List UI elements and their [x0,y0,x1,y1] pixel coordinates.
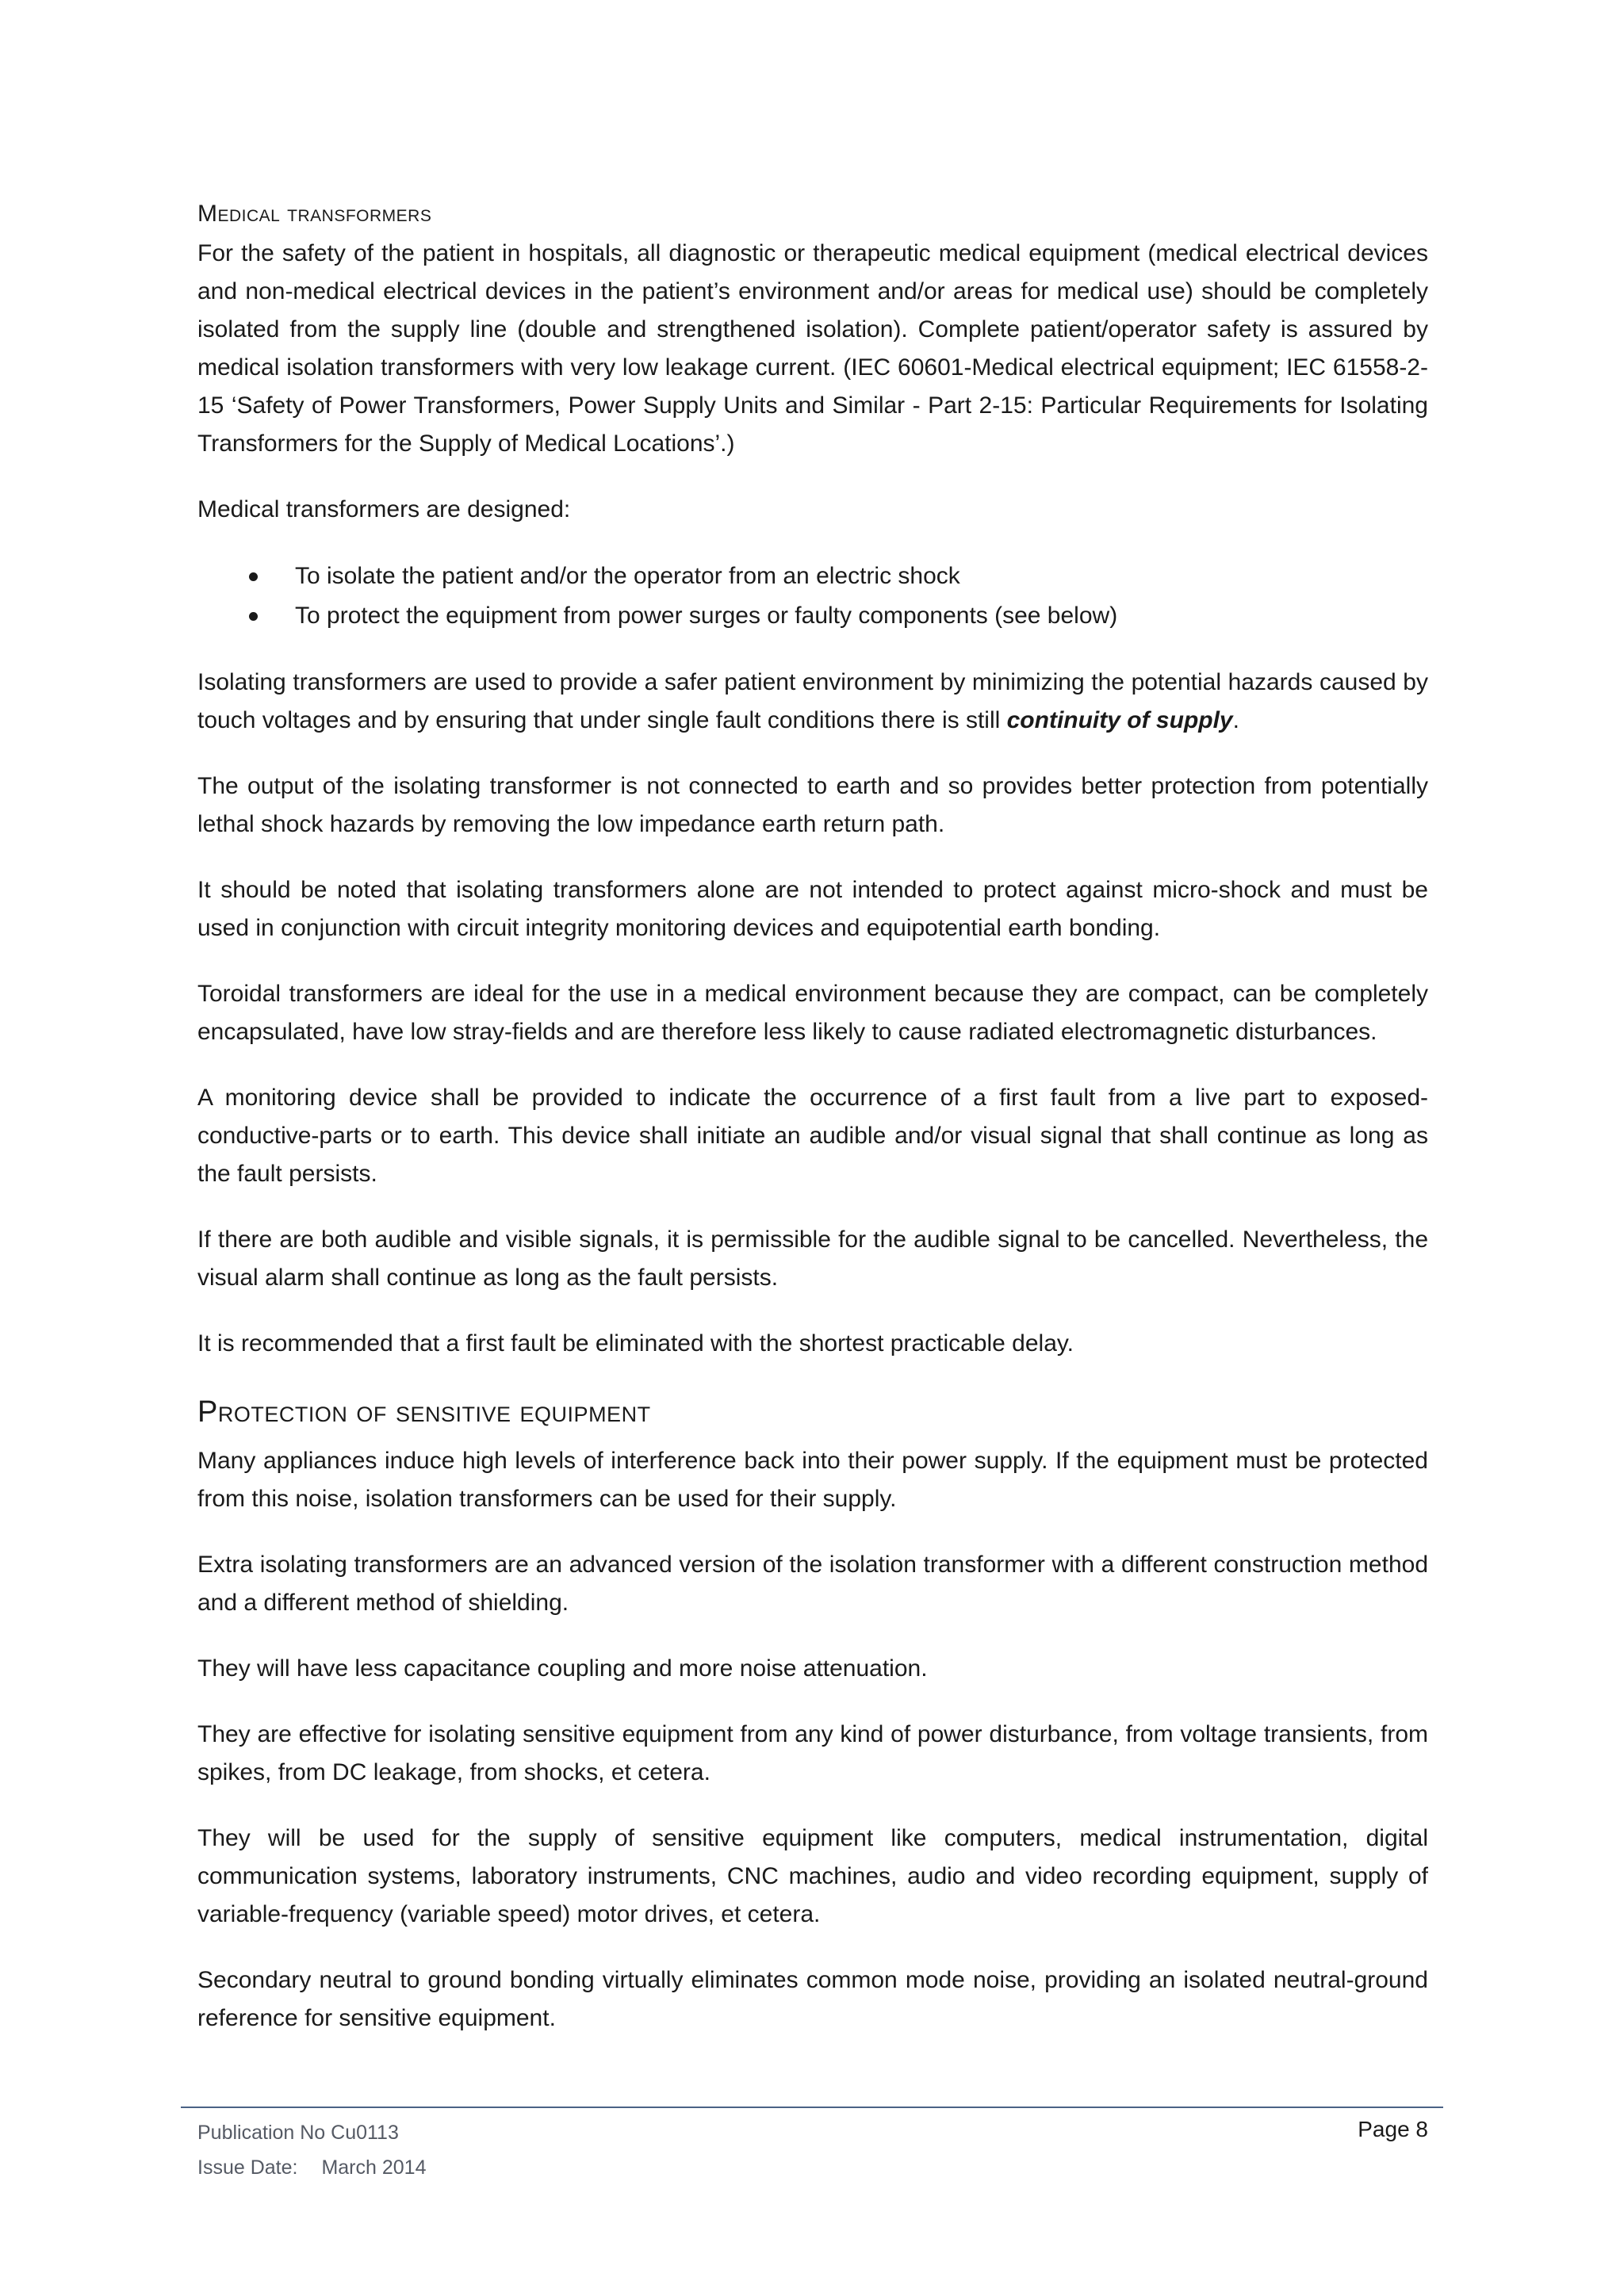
paragraph-interference: Many appliances induce high levels of interference back into their power supply. If the equipment must be protected from this noise, isolation transformers can be used for their supply. [197,1448,1428,1512]
page-body [197,198,1428,2065]
paragraph-micro-shock-note: It should be noted that isolating transformers alone are not intended to protect against micro-shock and must be used in conjunction with circuit integrity monitoring devices and equipotential earth bonding. [197,877,1428,941]
issue-date-label: Issue Date: [197,2156,298,2179]
publication-number: Publication No Cu0113 [197,2122,399,2144]
paragraph-medical-intro: For the safety of the patient in hospitals, all diagnostic or therapeutic medical equipment (medical electrical devices and non-medical electrical devices in the patient’s environment and/or areas for medical use) should be completely isolated from the supply line (double and strengthened isolation). Complete patient/operator safety is assured by medical isolation transformers with very low leakage current. (IEC 60601-Medical electrical equipment; IEC 61558-2-15 ‘Safety of Power Transformers, Power Supply Units and Similar - Part 2-15: Particular Requirements for Isolating Transformers for the Supply of Medical Locations’.) [197,240,1428,457]
bullet-text: To isolate the patient and/or the operator from an electric shock [295,563,960,589]
page-number: Page 8 [1358,2117,1428,2141]
bullet-icon [249,612,258,621]
paragraph-capacitance-coupling: They will have less capacitance coupling and more noise attenuation. [197,1655,928,1682]
bullet-list-medical-design [197,557,1428,636]
section-heading-medical-transformers: Medical transformers [197,201,432,227]
bullet-item [197,596,1428,636]
paragraph-extra-isolating: Extra isolating transformers are an advanced version of the isolation transformer with a different construction method and a different method of shielding. [197,1552,1428,1616]
paragraph-audible-visible-signals: If there are both audible and visible signals, it is permissible for the audible signal to be cancelled. Nevertheless, the visual alarm shall continue as long as the fault persists. [197,1226,1428,1291]
paragraph-designed-lead: Medical transformers are designed: [197,496,571,522]
paragraph-monitoring-device: A monitoring device shall be provided to indicate the occurrence of a first fault from a live part to exposed-conductive-parts or to earth. This device shall initiate an audible and/or visual signal that shall continue as long as the fault persists. [197,1085,1428,1187]
section-heading-protection: Protection of sensitive equipment [197,1395,651,1429]
paragraph-output-not-earthed: The output of the isolating transformer is not connected to earth and so provides better protection from potentially lethal shock hazards by removing the low impedance earth return path. [197,773,1428,837]
issue-date-value: March 2014 [321,2156,427,2179]
footer-divider [181,2107,1443,2108]
paragraph-isolating-transformers [197,664,1428,740]
bullet-text: To protect the equipment from power surges or faulty components (see below) [295,603,1118,629]
bullet-item [197,557,1428,596]
isolating-text: Isolating transformers are used to provide a safer patient environment by minimizing the potential hazards caused by touch voltages and by ensuring that under single fault conditions there is still [197,669,1428,733]
paragraph-first-fault-delay: It is recommended that a first fault be eliminated with the shortest practicable delay. [197,1330,1074,1357]
footer-publication-info [197,2115,426,2185]
bullet-icon [249,572,258,581]
isolating-end: . [1232,707,1239,733]
paragraph-toroidal-transformers: Toroidal transformers are ideal for the use in a medical environment because they are compact, can be completely encapsulated, have low stray-fields and are therefore less likely to cause radiated electromagnetic disturbances. [197,981,1428,1045]
emphasis-continuity-of-supply: continuity of supply [1006,707,1233,733]
paragraph-supply-uses: They will be used for the supply of sensitive equipment like computers, medical instrumentation, digital communication systems, laboratory instruments, CNC machines, audio and video recording equipment, supply of variable-frequency (variable speed) motor drives, et cetera. [197,1825,1428,1927]
paragraph-effective-isolation: They are effective for isolating sensitive equipment from any kind of power disturbance, from voltage transients, from spikes, from DC leakage, from shocks, et cetera. [197,1721,1428,1785]
footer-issue-row [197,2150,426,2185]
footer-publication-row [197,2115,426,2150]
paragraph-neutral-ground-bonding: Secondary neutral to ground bonding virtually eliminates common mode noise, providing an isolated neutral-ground reference for sensitive equipment. [197,1967,1428,2031]
